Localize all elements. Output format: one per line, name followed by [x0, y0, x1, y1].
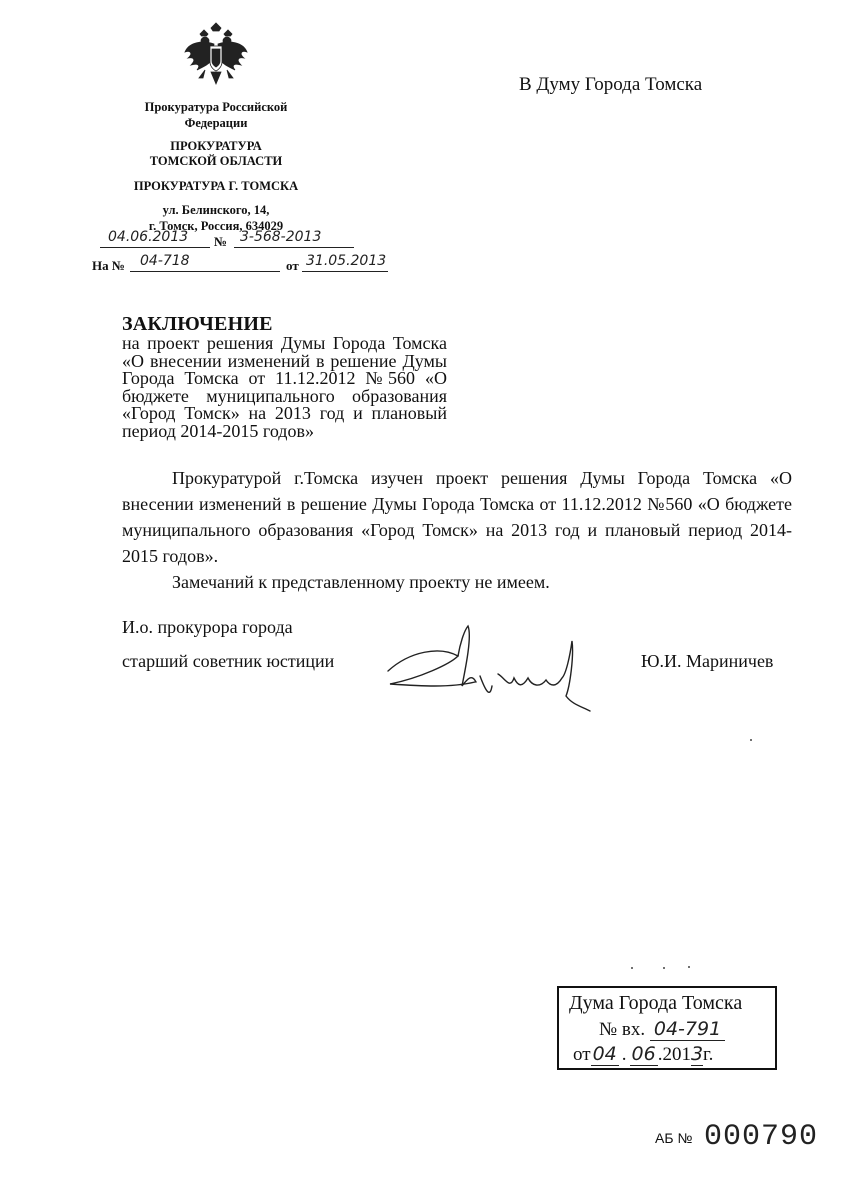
double-headed-eagle-icon — [181, 22, 251, 92]
stamp-year-prefix: 201 — [662, 1044, 691, 1065]
outgoing-date: 04.06.2013 — [108, 229, 189, 245]
stamp-year-digit: 3 — [690, 1043, 704, 1065]
stamp-date-row: от 04 . 06 .2013г. — [573, 1043, 714, 1065]
org-line-2: Федерации — [184, 116, 248, 130]
serial-number: 000790 — [704, 1120, 819, 1154]
reply-number-line — [130, 271, 280, 272]
stamp-number-label: № вх. — [599, 1019, 646, 1040]
org-city: ПРОКУРАТУРА Г. ТОМСКА — [133, 179, 299, 193]
body-paragraph-1: Прокуратурой г.Томска изучен проект решения Думы Города Томска «О внесении изменений в решение Думы Города Томска от 11.12.2012 №560 «О бюджете муниципального образования «Город Томск» на 2013 год и плановый период 2014-2015 годов». — [122, 468, 792, 566]
signer-role-line-1: И.о. прокурора города — [122, 617, 293, 637]
stamp-date-month: 06 — [631, 1043, 656, 1065]
signer-role-line-2: старший советник юстиции — [122, 651, 335, 671]
outgoing-number: 3-568-2013 — [240, 229, 322, 245]
org-regional-line-1: ПРОКУРАТУРА — [170, 139, 262, 153]
document-body — [122, 465, 792, 595]
stamp-date-day: 04 — [592, 1043, 617, 1065]
outgoing-date-line — [100, 247, 210, 248]
speck — [750, 739, 752, 741]
reply-number: 04-718 — [140, 253, 190, 269]
handwritten-signature — [380, 616, 610, 716]
reply-date: 31.05.2013 — [306, 253, 387, 269]
document-title: ЗАКЛЮЧЕНИЕ — [122, 313, 273, 335]
stamp-date-label: от — [573, 1044, 591, 1065]
reply-date-label: от — [286, 258, 299, 273]
stamp-title: Дума Города Томска — [569, 992, 743, 1014]
org-regional-line-2: ТОМСКОЙ ОБЛАСТИ — [149, 154, 283, 168]
signer-name: Ю.И. Мариничев — [641, 651, 774, 671]
stamp-number-row — [599, 1018, 725, 1041]
stamp-year-suffix: г. — [703, 1044, 714, 1065]
outgoing-number-line — [234, 247, 354, 248]
reply-date-line — [302, 271, 388, 272]
addressee: В Думу Города Томска — [519, 74, 703, 95]
document-subject: на проект решения Думы Города Томска «О внесении изменений в решение Думы Города Томска от 11.12.2012 №560 «О бюджете муниципального образования «Город Томск» на 2013 год и плановый период 2014-2015 годов» — [122, 333, 447, 441]
serial-label: АБ № — [655, 1130, 693, 1146]
outgoing-number-label: № — [214, 234, 228, 249]
org-line-1: Прокуратура Российской — [144, 100, 288, 114]
body-paragraph-2: Замечаний к представленному проекту не имеем. — [172, 572, 550, 592]
reply-label: На № — [92, 258, 125, 273]
speck — [688, 966, 690, 968]
stamp-number-value: 04-791 — [650, 1018, 725, 1041]
address-line-1: ул. Белинского, 14, — [162, 203, 270, 217]
registration-stamp — [557, 986, 777, 1070]
speck — [663, 967, 665, 969]
speck — [631, 967, 633, 969]
address-line-2: г. Томск, Россия, 634029 — [148, 219, 284, 233]
